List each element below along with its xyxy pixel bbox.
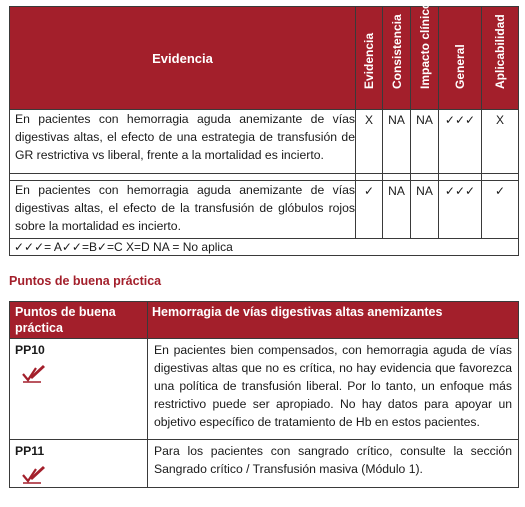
practice-code: PP10: [15, 343, 45, 357]
col-header-evidencia: Evidencia: [356, 7, 383, 110]
table-row: [10, 440, 519, 488]
evidence-header: Evidencia: [10, 7, 356, 110]
grade-evidencia: X: [356, 110, 383, 174]
page-content: [9, 1, 518, 488]
grade-consistencia: NA: [383, 181, 411, 239]
col-header-impacto: Impacto clínico: [411, 7, 439, 110]
grade-general: ✓✓✓: [439, 181, 482, 239]
spacer-row: [10, 174, 519, 181]
header-topic: Hemorragia de vías digestivas altas anemizantes: [148, 302, 519, 339]
legend-row: [10, 239, 519, 256]
evidence-header-row: [10, 7, 519, 110]
practice-code-cell: [10, 440, 148, 488]
grade-impacto: NA: [411, 110, 439, 174]
col-header-general: General: [439, 7, 482, 110]
good-practice-table: [9, 301, 519, 488]
grade-consistencia: NA: [383, 110, 411, 174]
pen-check-icon: [21, 463, 47, 485]
evidence-table: [9, 1, 519, 256]
evidence-text: En pacientes con hemorragia aguda anemizante de vías digestivas altas, el efecto de una estrategia de transfusión de GR restrictiva vs liberal, frente a la mortalidad es incierto.: [10, 110, 356, 174]
table-row: [10, 110, 519, 174]
grade-aplicabilidad: X: [482, 110, 519, 174]
grade-general: ✓✓✓: [439, 110, 482, 174]
practice-code-cell: [10, 339, 148, 440]
practice-text: En pacientes bien compensados, con hemorragia aguda de vías digestivas altas que no es crítica, no hay evidencia que favorezca una política de transfusión liberal. Por lo tanto, un enfoque más restrictivo puede ser apropiado. No hay datos para apoyar un objetivo específico de tratamiento de Hb en estos pacientes.: [148, 339, 519, 440]
grade-legend: ✓✓✓= A✓✓=B✓=C X=D NA = No aplica: [10, 239, 519, 256]
evidence-text: En pacientes con hemorragia aguda anemizante de vías digestivas altas, el efecto de la transfusión de glóbulos rojos sobre la mortalidad es incierto.: [10, 181, 356, 239]
col-header-aplicabilidad: Aplicabilidad: [482, 7, 519, 110]
grade-evidencia: ✓: [356, 181, 383, 239]
col-header-consistencia: Consistencia: [383, 7, 411, 110]
grade-impacto: NA: [411, 181, 439, 239]
pen-check-icon: [21, 362, 47, 384]
practice-text: Para los pacientes con sangrado crítico, consulte la sección Sangrado crítico / Transfusión masiva (Módulo 1).: [148, 440, 519, 488]
practice-code: PP11: [15, 444, 45, 458]
section-title: Puntos de buena práctica: [9, 274, 162, 288]
table-row: [10, 339, 519, 440]
header-puntos: Puntos de buena práctica: [10, 302, 148, 339]
grade-aplicabilidad: ✓: [482, 181, 519, 239]
table-row: [10, 181, 519, 239]
good-practice-header-row: [10, 302, 519, 339]
